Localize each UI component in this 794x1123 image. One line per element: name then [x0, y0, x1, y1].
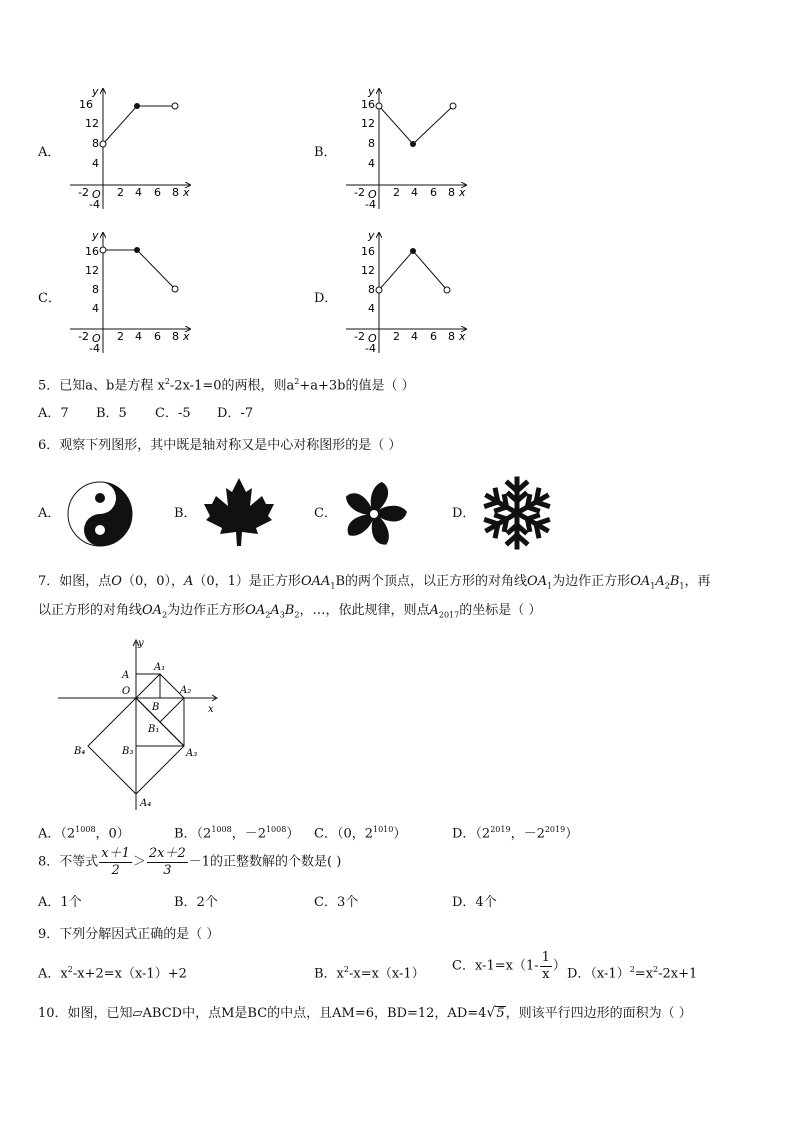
- svg-text:-2: -2: [354, 186, 365, 199]
- svg-text:4: 4: [92, 157, 99, 170]
- svg-text:-2: -2: [78, 186, 89, 199]
- svg-text:8: 8: [448, 186, 455, 199]
- svg-text:2: 2: [117, 186, 124, 199]
- svg-text:y: y: [368, 85, 375, 98]
- svg-text:6: 6: [430, 330, 437, 343]
- svg-text:8: 8: [448, 330, 455, 343]
- q7-stem-line1: 7．如图，点O（0，0），A（0，1）是正方形$OAA_1B$的两个顶点，以正方形的对角线$OA_1$为边作正方形$OA_1A_2B_1$，再: [38, 574, 711, 591]
- svg-text:6: 6: [154, 186, 161, 199]
- svg-text:4: 4: [135, 186, 142, 199]
- q9-option-d: D．$(x-1)^2=x^2-2x+1$: [567, 965, 698, 982]
- q8-stem: 8．不等式 $\frac{x+1}{2}$ ＞ $\frac{2x+2}{3}$ －1的正整数解的个数是( ): [38, 846, 342, 878]
- q7-option-a: A．（$2^{1008}$，0）: [38, 825, 130, 842]
- bauhinia-flower-icon: [338, 478, 410, 550]
- svg-text:12: 12: [85, 264, 99, 277]
- q7-option-c: C．（0，$2^{1010}$）: [314, 825, 407, 842]
- svg-text:4: 4: [92, 302, 99, 315]
- svg-text:B₁: B₁: [148, 724, 160, 735]
- svg-text:16: 16: [361, 98, 375, 111]
- svg-text:A₄: A₄: [140, 798, 152, 809]
- q6-option-a-label: A．: [38, 506, 61, 521]
- svg-text:A₃: A₃: [186, 748, 198, 759]
- q7-option-b: B．（$2^{1008}$，$-2^{1008}$）: [174, 825, 300, 842]
- svg-text:-2: -2: [78, 330, 89, 343]
- svg-text:8: 8: [368, 137, 375, 150]
- q5-option-a: A．7: [38, 406, 69, 421]
- svg-text:x: x: [183, 330, 190, 343]
- q6-option-d-label: D．: [452, 506, 476, 521]
- q8-option-d: D．4个: [452, 895, 497, 910]
- svg-text:16: 16: [85, 245, 99, 258]
- svg-text:A₁: A₁: [154, 662, 166, 673]
- q5-option-d: D．-7: [217, 406, 254, 421]
- q6-option-b-label: B．: [174, 506, 197, 521]
- svg-text:B: B: [152, 702, 160, 713]
- option-d-label: D．: [314, 291, 338, 306]
- q7-option-d: D．（$2^{2019}$，$-2^{2019}$）: [452, 825, 579, 842]
- svg-text:B₄: B₄: [74, 746, 86, 757]
- q9-option-b: B．$x^2-x=x(x-1)$: [314, 965, 425, 982]
- svg-text:-4: -4: [89, 198, 100, 211]
- svg-text:O: O: [122, 686, 131, 697]
- svg-text:4: 4: [368, 302, 375, 315]
- q6-stem: 6．观察下列图形，其中既是轴对称又是中心对称图形的是（ ）: [38, 438, 402, 453]
- svg-text:8: 8: [92, 137, 99, 150]
- svg-text:y: y: [368, 229, 375, 242]
- svg-text:-4: -4: [365, 342, 376, 355]
- graph-c: [66, 229, 196, 357]
- q5-option-c: C．-5: [155, 406, 191, 421]
- svg-text:4: 4: [411, 330, 418, 343]
- q8-option-c: C．3个: [314, 895, 359, 910]
- svg-text:8: 8: [172, 330, 179, 343]
- q6-option-c-label: C．: [314, 506, 337, 521]
- svg-text:6: 6: [154, 330, 161, 343]
- q9-option-c: C．x-1=x（1- $\frac{1}{x}$ ）: [452, 950, 566, 982]
- q7-stem-line2: 以正方形的对角线$OA_2$为边作正方形$OA_2A_3B_2$，…，依此规律，则点$A_{2017}$的坐标是（ ）: [38, 603, 542, 620]
- q9-option-a: A．$x^2-x+2=x(x-1)+2$: [38, 965, 187, 982]
- svg-text:6: 6: [430, 186, 437, 199]
- svg-text:2: 2: [393, 186, 400, 199]
- svg-text:B₃: B₃: [122, 746, 134, 757]
- svg-text:O: O: [92, 332, 101, 345]
- option-a-label: A．: [38, 145, 61, 160]
- svg-text:x: x: [208, 704, 214, 715]
- svg-text:8: 8: [172, 186, 179, 199]
- svg-text:4: 4: [135, 330, 142, 343]
- tick-16: 16: [79, 98, 93, 111]
- svg-text:O: O: [368, 188, 377, 201]
- svg-text:-2: -2: [354, 330, 365, 343]
- svg-text:2: 2: [393, 330, 400, 343]
- svg-text:O: O: [92, 188, 101, 201]
- q8-option-b: B．2个: [174, 895, 218, 910]
- svg-text:8: 8: [368, 283, 375, 296]
- svg-text:4: 4: [368, 157, 375, 170]
- svg-text:A: A: [122, 670, 130, 681]
- svg-text:-4: -4: [365, 198, 376, 211]
- svg-text:y: y: [138, 638, 144, 649]
- option-c-label: C．: [38, 291, 61, 306]
- svg-text:12: 12: [85, 117, 99, 130]
- yin-yang-icon: [66, 480, 134, 548]
- q5-stem: 5．已知a、b是方程 $x^2-2x-1=0$的两根，则$a^2+a+3b$的值是（ ）: [38, 377, 415, 394]
- svg-text:y: y: [92, 85, 99, 98]
- graph-d: [342, 229, 472, 357]
- svg-text:x: x: [459, 186, 466, 199]
- svg-text:12: 12: [361, 117, 375, 130]
- q10-stem: 10．如图，已知▱ABCD中，点M是BC的中点，且AM=6，BD=12，AD=4√5，则该平行四边形的面积为（ ）: [38, 1005, 692, 1021]
- option-b-label: B．: [314, 145, 337, 160]
- svg-text:-4: -4: [89, 342, 100, 355]
- snowflake-icon: [478, 474, 556, 552]
- svg-text:12: 12: [361, 264, 375, 277]
- q5-option-b: B．5: [96, 406, 127, 421]
- q8-option-a: A．1个: [38, 895, 82, 910]
- svg-text:x: x: [459, 330, 466, 343]
- svg-text:O: O: [368, 332, 377, 345]
- maple-leaf-icon: [202, 476, 276, 548]
- q9-stem: 9．下列分解因式正确的是（ ）: [38, 927, 220, 942]
- svg-text:y: y: [92, 229, 99, 242]
- graph-b: [342, 85, 472, 213]
- svg-text:2: 2: [117, 330, 124, 343]
- svg-text:A₂: A₂: [180, 685, 192, 696]
- q7-squares-figure: [56, 636, 226, 812]
- graph-a: [66, 85, 196, 213]
- svg-text:8: 8: [92, 283, 99, 296]
- svg-text:4: 4: [411, 186, 418, 199]
- svg-text:16: 16: [361, 245, 375, 258]
- svg-text:x: x: [183, 186, 190, 199]
